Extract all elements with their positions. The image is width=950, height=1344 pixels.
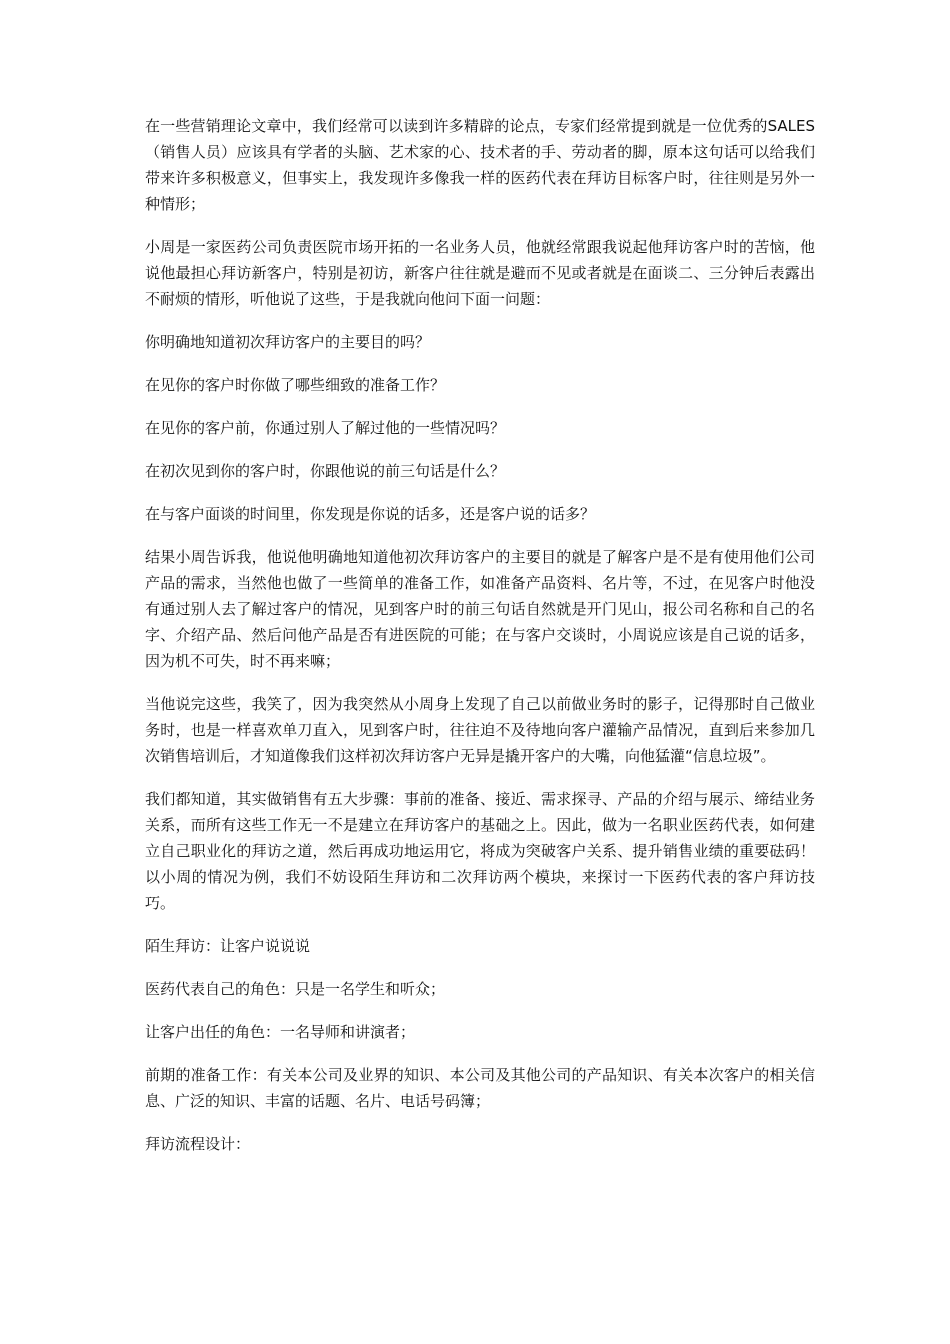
paragraph-xiaozhou-answer: 结果小周告诉我，他说他明确地知道他初次拜访客户的主要目的就是了解客户是不是有使用他们公司产品的需求，当然他也做了一些简单的准备工作，如准备产品资料、名片等，不过，在见客户时他没有通过别人去了解过客户的情况，见到客户时的前三句话自然就是开门见山，报公司名称和自己的名字、介绍产品、然后问他产品是否有进医院的可能；在与客户交谈时，小周说应该是自己说的话多，因为机不可失，时不再来嘛； (145, 548, 815, 670)
section-heading-cold-visit: 陌生拜访：让客户说说说 (145, 937, 311, 955)
question-background: 在见你的客户前，你通过别人了解过他的一些情况吗？ (145, 419, 506, 437)
document-body (145, 113, 815, 1174)
paragraph-five-steps: 我们都知道，其实做销售有五大步骤：事前的准备、接近、需求探寻、产品的介绍与展示、缔结业务关系，而所有这些工作无一不是建立在拜访客户的基础之上。因此，做为一名职业医药代表，如何建立自己职业化的拜访之道，然后再成功地运用它，将成为突破客户关系、提升销售业绩的重要砝码！以小周的情况为例，我们不妨设陌生拜访和二次拜访两个模块，来探讨一下医药代表的客户拜访技巧。 (145, 790, 815, 912)
question-preparation: 在见你的客户时你做了哪些细致的准备工作？ (145, 376, 446, 394)
paragraph-client-role: 让客户出任的角色：一名导师和讲演者； (145, 1023, 416, 1041)
paragraph-reflection: 当他说完这些，我笑了，因为我突然从小周身上发现了自己以前做业务时的影子，记得那时自己做业务时，也是一样喜欢单刀直入，见到客户时，往往迫不及待地向客户灌输产品情况，直到后来参加几次销售培训后，才知道像我们这样初次拜访客户无异是撬开客户的大嘴，向他猛灌“信息垃圾”。 (145, 695, 815, 765)
question-first-words: 在初次见到你的客户时，你跟他说的前三句话是什么？ (145, 462, 506, 480)
paragraph-visit-flow: 拜访流程设计： (145, 1135, 251, 1153)
question-talk-ratio: 在与客户面谈的时间里，你发现是你说的话多，还是客户说的话多？ (145, 505, 596, 523)
paragraph-intro: 在一些营销理论文章中，我们经常可以读到许多精辟的论点，专家们经常提到就是一位优秀的SALES（销售人员）应该具有学者的头脑、艺术家的心、技术者的手、劳动者的脚，原本这句话可以给我们带来许多积极意义，但事实上，我发现许多像我一样的医药代表在拜访目标客户时，往往则是另外一种情形； (145, 117, 815, 213)
paragraph-rep-role: 医药代表自己的角色：只是一名学生和听众； (145, 980, 446, 998)
paragraph-xiaozhou-story: 小周是一家医药公司负责医院市场开拓的一名业务人员，他就经常跟我说起他拜访客户时的苦恼，他说他最担心拜访新客户，特别是初访，新客户往往就是避而不见或者就是在面谈二、三分钟后表露出不耐烦的情形，听他说了这些，于是我就向他问下面一问题： (145, 238, 815, 308)
paragraph-preparation: 前期的准备工作：有关本公司及业界的知识、本公司及其他公司的产品知识、有关本次客户的相关信息、广泛的知识、丰富的话题、名片、电话号码簿； (145, 1066, 815, 1110)
question-purpose: 你明确地知道初次拜访客户的主要目的吗？ (145, 333, 431, 351)
